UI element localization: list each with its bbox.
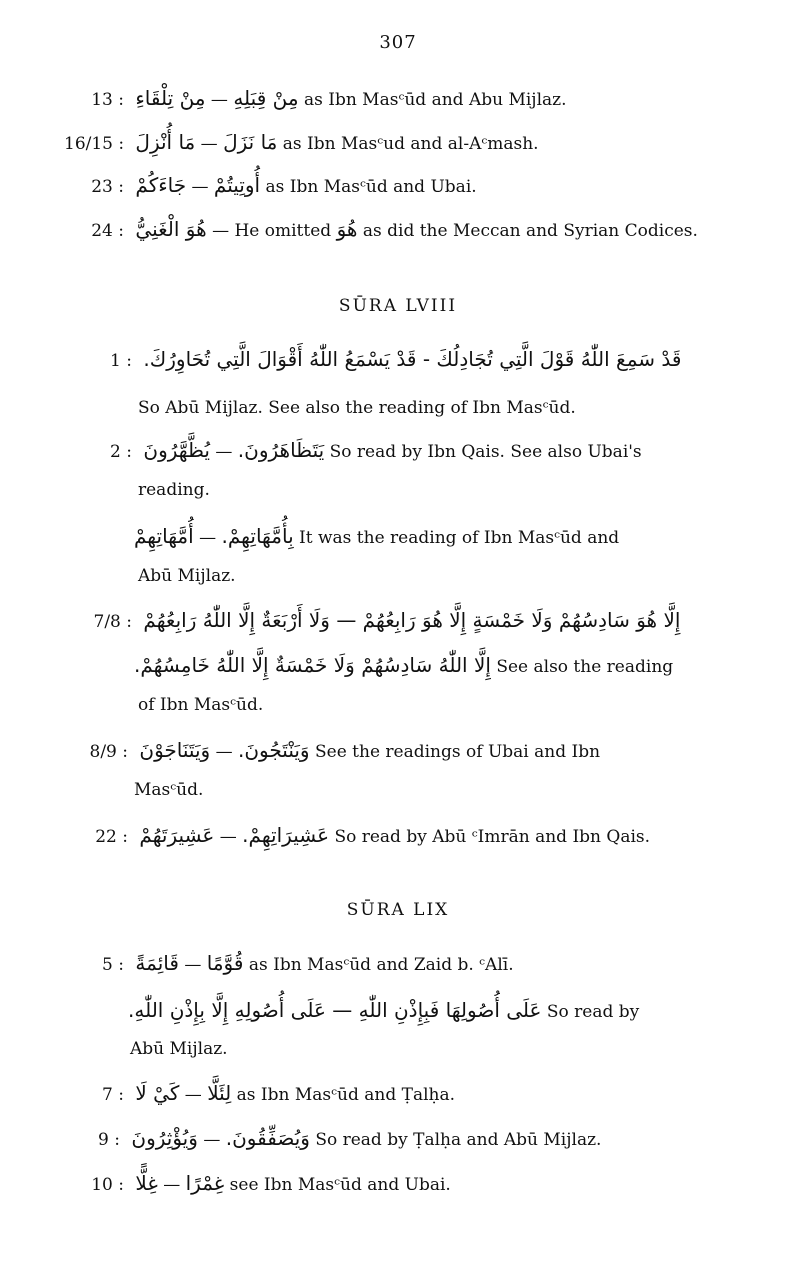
entry-note: So read by Abū ᶜImrān and Ibn Qais. (334, 827, 651, 847)
arabic-variant: يُظَّهَّرُونَ (143, 438, 210, 462)
entry-s58-verse-2-second (134, 524, 619, 550)
entry-note-continued: as did the Meccan and Syrian Codices. (362, 221, 698, 241)
entry-s58-verse-7-8-second (134, 653, 673, 679)
verse-number: 23 : (91, 177, 124, 197)
arabic-variant: عَشِيرَتَهُمْ (139, 823, 215, 847)
verse-number: 2 : (110, 442, 132, 462)
page-number: 307 (379, 32, 417, 53)
arabic-variant: أُوتِيتُمْ (213, 173, 261, 197)
dash-separator: — (219, 827, 237, 847)
entry-note: as Ibn Masᶜūd and Abu Mijlaz. (303, 90, 567, 110)
arabic-original: هُوَ الْغَنِيُّ (135, 217, 207, 241)
dash-separator: — (184, 955, 202, 975)
dash-separator: — (184, 1085, 202, 1105)
entry-note: He omitted (234, 221, 332, 241)
entry-s59-verse-9 (92, 1126, 601, 1152)
entry-s58-verse-7-8-note-continued: of Ibn Masᶜūd. (138, 695, 264, 715)
dash-separator: — (210, 90, 228, 110)
dash-separator: — (199, 528, 217, 548)
entry-s58-verse-2 (104, 438, 642, 464)
sura-heading-lviii: SŪRA LVIII (338, 296, 458, 316)
verse-number: 16/15 : (64, 134, 125, 154)
dash-separator: — (215, 442, 233, 462)
arabic-original: قُوَّمًا (206, 951, 244, 975)
arabic-variant: قَائِمَةً (135, 951, 179, 975)
entry-s59-verse-5-second-note-continued: Abū Mijlaz. (130, 1039, 228, 1059)
arabic-original: مِنْ قِبَلِهِ (233, 86, 299, 110)
entry-note: See also the reading (496, 657, 674, 677)
arabic-original: جَاءَكُمْ (135, 173, 187, 197)
entry-verse-16-15 (64, 130, 539, 156)
entry-s58-verse-7-8 (84, 608, 711, 634)
arabic-original: بِأُمَّهَاتِهِمْ. (221, 524, 294, 548)
dash-separator: — (203, 1130, 221, 1150)
arabic-variant: مَا أُنْزِلَ (135, 130, 196, 154)
verse-number: 7 : (102, 1085, 124, 1105)
entry-verse-13 (80, 86, 567, 112)
verse-number: 13 : (91, 90, 124, 110)
verse-number: 5 : (102, 955, 124, 975)
entry-s58-verse-2-second-note-continued: Abū Mijlaz. (138, 566, 236, 586)
arabic-original: غِمْرًا (185, 1171, 225, 1195)
entry-s59-verse-7 (96, 1081, 455, 1107)
arabic-variant: غِلًّا (135, 1171, 158, 1195)
arabic-original: وَيَنْتَجُونَ. (238, 738, 310, 762)
arabic-word: هُوَ (336, 217, 358, 241)
arabic-original: عَشِيرَاتِهِمْ. (242, 823, 330, 847)
dash-separator: — (163, 1175, 181, 1195)
arabic-original: لِئَلَّا (207, 1081, 232, 1105)
dash-separator: — (212, 221, 230, 241)
entry-note: as Ibn Masᶜūd and Ubai. (265, 177, 477, 197)
sura-heading-lix: SŪRA LIX (346, 900, 450, 920)
arabic-passage-continued: إِلَّا اللّٰهُ سَادِسُهُمْ وَلَا خَمْسَةٌ إِلَّا اللّٰهُ خَامِسُهُمْ. (134, 653, 491, 677)
arabic-passage: عَلَى أُصُولِهَا فَبِإِذْنِ اللّٰهِ — عَلَى أُصُولِهِ إِلَّا بِإِذْنِ اللّٰهِ. (128, 998, 542, 1022)
verse-number: 9 : (98, 1130, 120, 1150)
entry-note: as Ibn Masᶜūd and Zaid b. ᶜAlī. (248, 955, 514, 975)
arabic-passage: قَدْ سَمِعَ اللّٰهُ قَوْلَ الَّتِي تُجَادِلُكَ - قَدْ يَسْمَعُ اللّٰهُ أَقْوَالَ الَّتِي تُحَاوِرُكَ. (143, 347, 682, 371)
verse-number: 7/8 : (93, 612, 132, 632)
entry-note: So read by (546, 1002, 640, 1022)
entry-s59-verse-10 (84, 1171, 451, 1197)
verse-number: 22 : (95, 827, 128, 847)
entry-s58-verse-2-note-continued: reading. (138, 480, 210, 500)
dash-separator: — (215, 742, 233, 762)
entry-s58-verse-8-9 (80, 738, 600, 764)
arabic-variant: مِنْ تِلْقَاءِ (135, 86, 206, 110)
entry-note: see Ibn Masᶜūd and Ubai. (229, 1175, 451, 1195)
arabic-variant: وَيُؤْثِرُونَ (131, 1126, 198, 1150)
arabic-original: يَتَظَاهَرُونَ. (237, 438, 325, 462)
entry-s59-verse-5-second (128, 998, 639, 1024)
arabic-variant: كَيْ لَا (135, 1081, 180, 1105)
entry-note: See the readings of Ubai and Ibn (315, 742, 601, 762)
entry-note: So read by Ibn Qais. See also Ubai's (329, 442, 642, 462)
arabic-variant: أُمَّهَاتِهِمْ (134, 524, 194, 548)
entry-verse-24 (80, 217, 698, 243)
entry-note: It was the reading of Ibn Masᶜūd and (299, 528, 620, 548)
entry-s58-verse-1-note: So Abū Mijlaz. See also the reading of Ibn Masᶜūd. (138, 398, 576, 418)
arabic-variant: وَيَتَنَاجَوْنَ (139, 738, 211, 762)
arabic-passage: إِلَّا هُوَ سَادِسُهُمْ وَلَا خَمْسَةٍ إِلَّا هُوَ رَابِعُهُمْ — وَلَا أَرْبَعَةٌ إِلَّا اللّٰهُ رَابِعُهُمْ (143, 608, 681, 632)
dash-separator: — (191, 177, 209, 197)
entry-s58-verse-8-9-note-continued: Masᶜūd. (134, 780, 204, 800)
arabic-original: وَيُصَفِّقُونَ. (225, 1126, 310, 1150)
dash-separator: — (200, 134, 218, 154)
arabic-original: مَا نَزَلَ (223, 130, 278, 154)
verse-number: 24 : (91, 221, 124, 241)
entry-s58-verse-22 (84, 823, 650, 849)
verse-number: 8/9 : (89, 742, 128, 762)
entry-note: as Ibn Masᶜud and al-Aᶜmash. (282, 134, 539, 154)
entry-note: as Ibn Masᶜūd and Ṭalḥa. (236, 1085, 456, 1105)
verse-number: 10 : (91, 1175, 124, 1195)
entry-s58-verse-1 (104, 347, 711, 373)
verse-number: 1 : (110, 351, 132, 371)
entry-s59-verse-5 (96, 951, 514, 977)
entry-verse-23 (80, 173, 477, 199)
entry-note: So read by Ṭalḥa and Abū Mijlaz. (315, 1130, 602, 1150)
